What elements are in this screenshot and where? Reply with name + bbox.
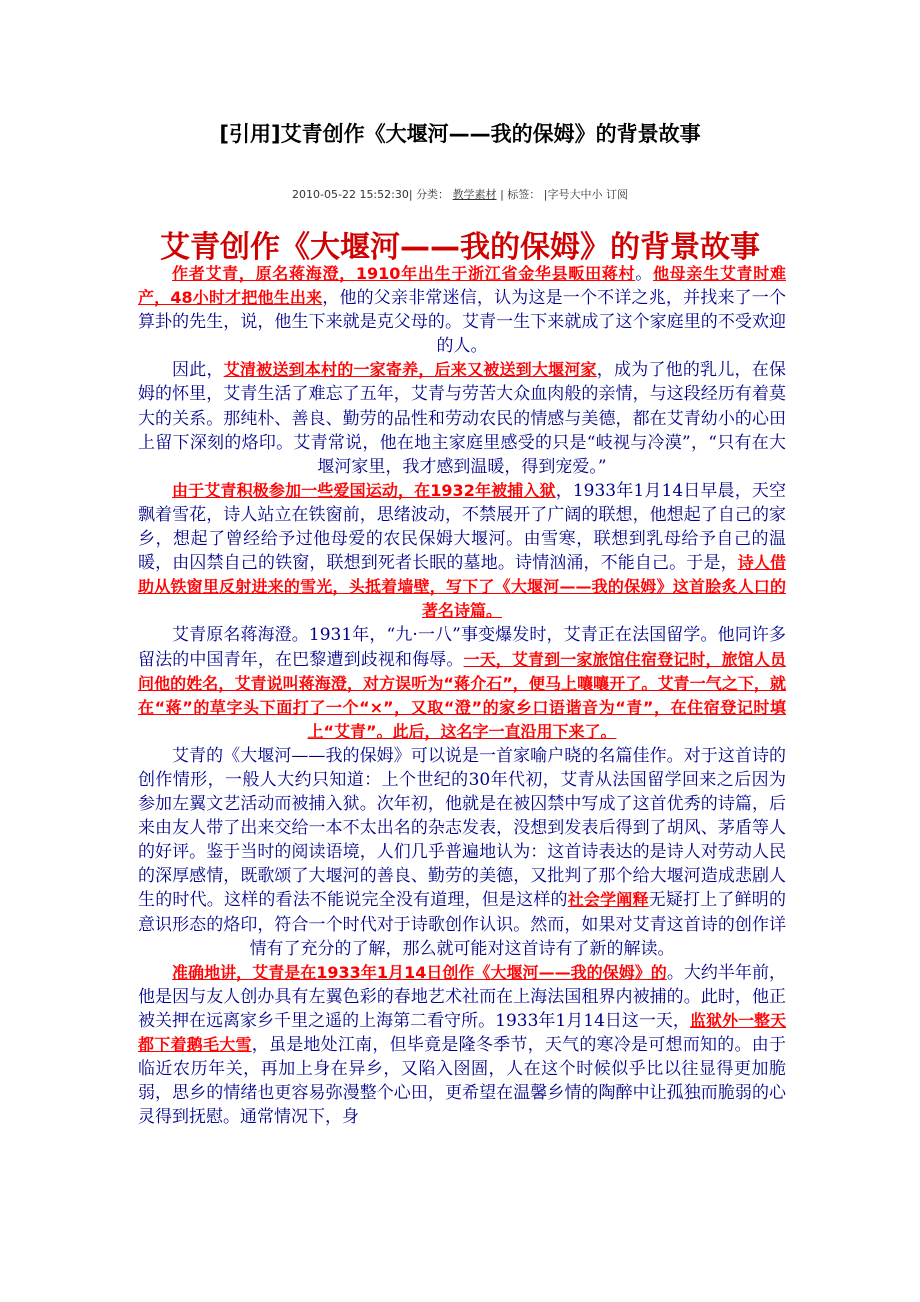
paragraph-4 [138, 623, 786, 743]
post-meta [0, 186, 920, 202]
page-title: [引用]艾青创作《大堰河——我的保姆》的背景故事 [219, 122, 701, 146]
article-body [138, 262, 786, 1129]
text: 无疑打上了鲜明的意识形态的烙印，符合一个时代对于诗歌创作认识。然而，如果对艾青这首诗的创作详情有了充分的了解，那么就可能对这首诗有了新的解读。 [138, 890, 786, 959]
article-headline: 艾青创作《大堰河——我的保姆》的背景故事 [160, 230, 760, 265]
paragraph-6 [138, 961, 786, 1130]
text: 艾青原名蒋海澄。1931年，“九·一八”事变爆发时，艾青正在法国留学。他同许多留法的中国青年，在巴黎遭到歧视和侮辱。 [138, 625, 786, 670]
text: 因此， [172, 360, 224, 381]
highlight: 监狱外一整天都下着鹅毛大雪 [138, 1010, 786, 1054]
font-size-subscribe-tools[interactable]: |字号大中小 订阅 [543, 188, 628, 201]
highlight: 他母亲生艾青时难产，48小时才把他生出来 [138, 264, 786, 308]
tags-label: | 标签： [500, 188, 541, 201]
paragraph-2 [138, 358, 786, 478]
text: ，他的父亲非常迷信，认为这是一个不详之兆，并找来了一个算卦的先生，说，他生下来就是克父母的。艾青一生下来就成了这个家庭里的不受欢迎的人。 [138, 288, 786, 357]
category-link[interactable]: 教学素材 [452, 188, 497, 201]
post-datetime: 2010-05-22 15:52:30| [292, 188, 413, 201]
highlight: 社会学阐释 [567, 890, 649, 910]
highlight: 诗人借助从铁窗里反射进来的雪光，头抵着墙壁，写下了《大堰河——我的保姆》这首脍炙人口的著名诗篇。 [138, 553, 786, 621]
paragraph-1 [138, 262, 786, 358]
paragraph-3 [138, 479, 786, 624]
text: 艾青的《大堰河——我的保姆》可以说是一首家喻户晓的名篇佳作。对于这首诗的创作情形，一般人大约只知道：上个世纪的30年代初，艾青从法国留学回来之后因为参加左翼文艺活动而被捕入狱。次年初，他就是在被囚禁中写成了这首优秀的诗篇，后来由友人带了出来交给一本不太出名的杂志发表，没想到发表后得到了胡风、茅盾等人的好评。鉴于当时的阅读语境，人们几乎普遍地认为：这首诗表达的是诗人对劳动人民的深厚感情，既歌颂了大堰河的善良、勤劳的美德，又批判了那个给大堰河造成悲剧人生的时代。这样的看法不能说完全没有道理，但是这样的 [138, 745, 786, 911]
text: 。 [635, 264, 653, 284]
text: ，虽是地处江南，但毕竟是隆冬季节，天气的寒冷是可想而知的。由于临近农历年关，再加上身在异乡，又陷入囹圄，人在这个时候似乎比以往显得更加脆弱，思乡的情绪也更容易弥漫整个心田，更希望在温馨乡情的陶醉中让孤独而脆弱的心灵得到抚慰。通常情况下，身 [138, 1035, 786, 1128]
text: ，成为了他的乳儿，在保姆的怀里，艾青生活了难忘了五年，艾青与劳苦大众血肉般的亲情，与这段经历有着莫大的关系。那纯朴、善良、勤劳的品性和劳动农民的情感与美德，都在艾青幼小的心田上留下深刻的烙印。艾青常说，他在地主家庭里感受的只是“岐视与冷漠”，“只有在大堰河家里，我才感到温暖，得到宠爱。” [138, 360, 786, 477]
paragraph-5 [138, 744, 786, 961]
highlight: 一天，艾青到一家旅馆住宿登记时，旅馆人员问他的姓名，艾青说叫蒋海澄，对方误听为“蒋介石”，便马上嚷嚷开了。艾青一气之下，就在“蒋”的草字头下面打了一个“×”，又取“澄”的家乡口语谐音为“青”，在住宿登记时填上“艾青”。此后，这名字一直沿用下来了。 [138, 649, 786, 741]
highlight: 由于艾青积极参加一些爱国运动，在1932年被捕入狱 [172, 480, 556, 500]
highlight: 准确地讲，艾青是在1933年1月14日创作《大堰河——我的保姆》的 [172, 962, 667, 982]
text: ，1933年1月14日早晨，天空飘着雪花，诗人站立在铁窗前，思绪波动，不禁展开了广阔的联想，他想起了自己的家乡，想起了曾经给予过他母爱的农民保姆大堰河。由雪寒，联想到乳母给予自己的温暖，由囚禁自己的铁窗，联想到死者长眠的墓地。诗情汹涌，不能自己。于是， [138, 480, 786, 574]
category-label: 分类： [416, 188, 450, 201]
highlight: 艾清被送到本村的一家寄养，后来又被送到大堰河家 [223, 360, 597, 380]
highlight: 作者艾青，原名蒋海澄，1910年出生于浙江省金华县畈田蒋村 [172, 264, 636, 283]
text: 。大约半年前，他是因与友人创办具有左翼色彩的春地艺术社而在上海法国租界内被捕的。此时，他正被关押在远离家乡千里之遥的上海第二看守所。1933年1月14日这一天， [138, 962, 786, 1031]
